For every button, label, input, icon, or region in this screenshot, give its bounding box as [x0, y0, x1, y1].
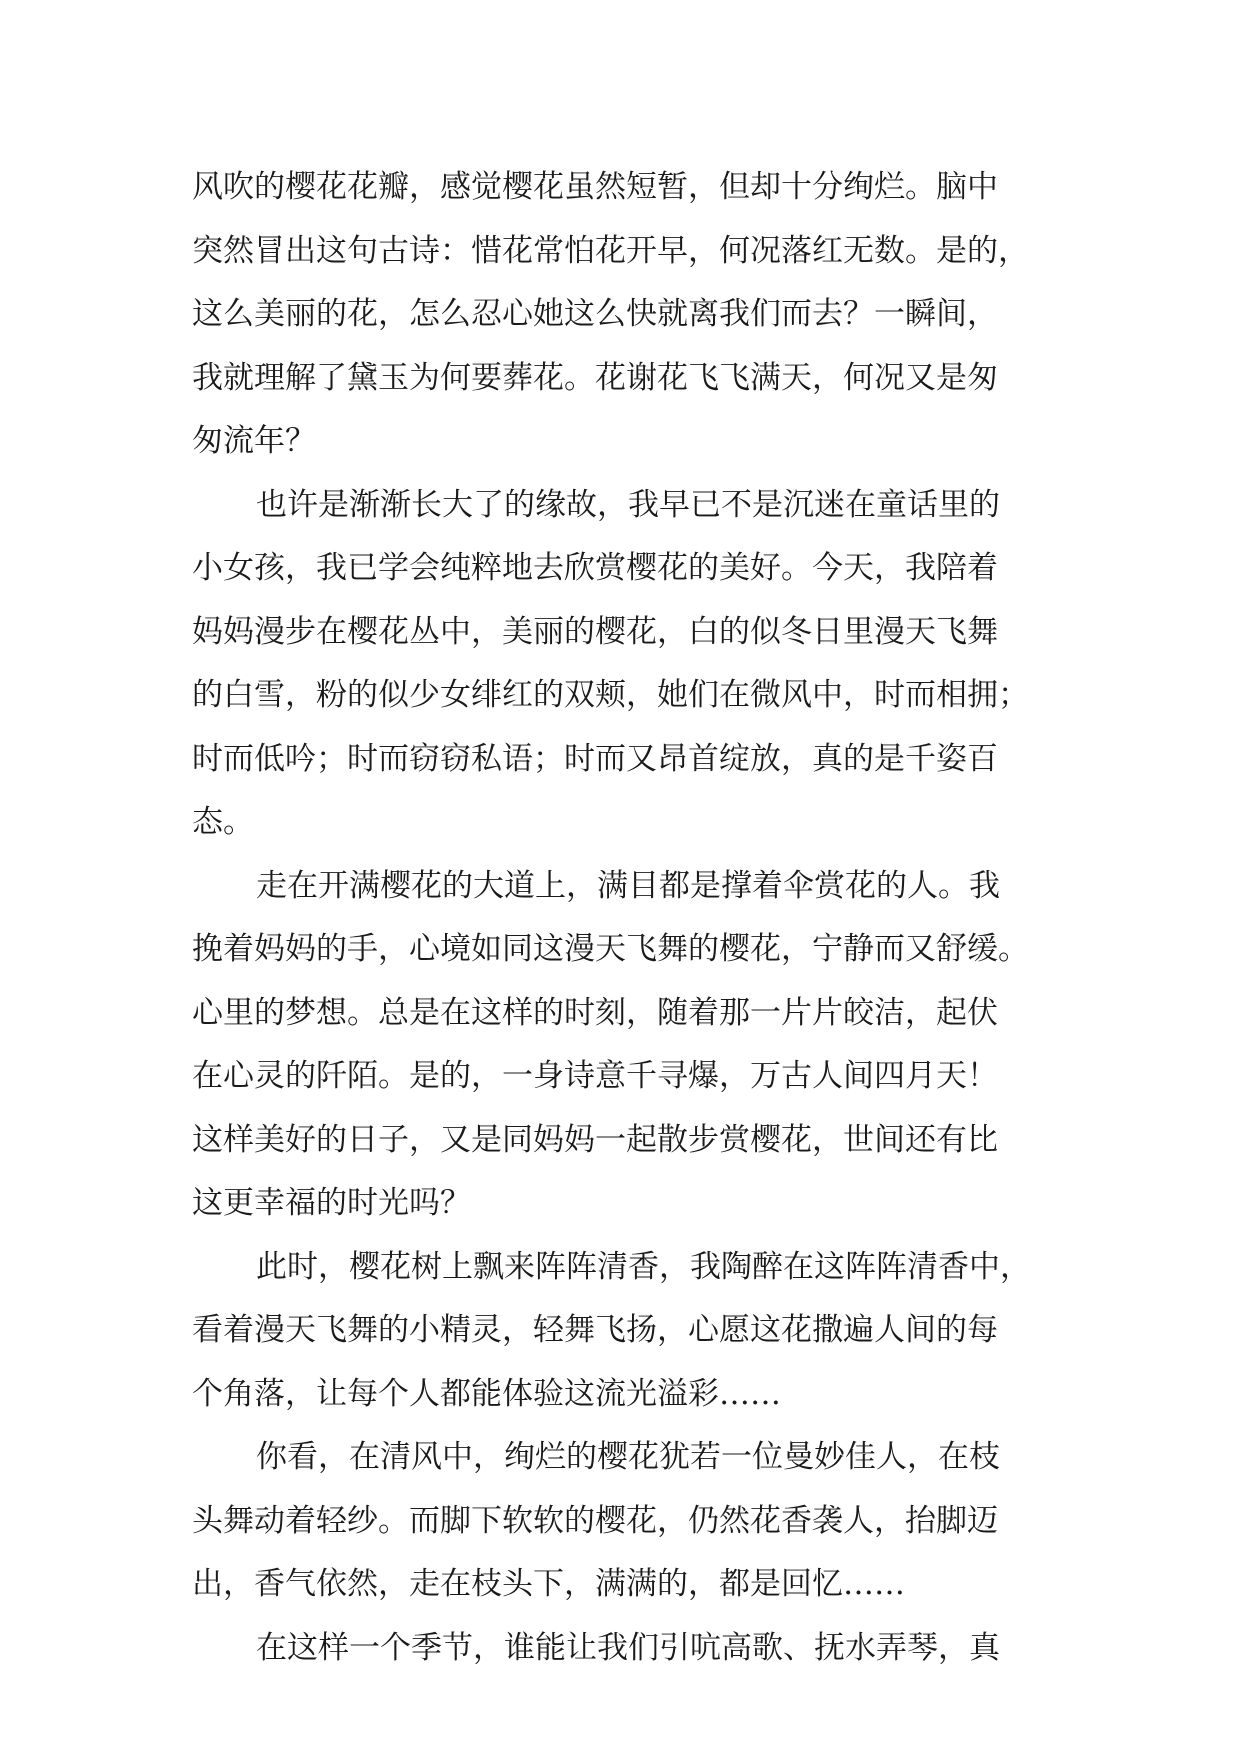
text-line: 的白雪，粉的似少女绯红的双颊，她们在微风中，时而相拥； [192, 677, 1029, 713]
paragraph [192, 1617, 1072, 1681]
text-line: 匆流年？ [192, 423, 316, 459]
text-line: 走在开满樱花的大道上，满目都是撑着伞赏花的人。我 [256, 867, 1000, 904]
text-line: 挽着妈妈的手，心境如同这漫天飞舞的樱花，宁静而又舒缓。 [192, 931, 1029, 967]
text-line: 风吹的樱花花瓣，感觉樱花虽然短暂，但却十分绚烂。脑中 [192, 169, 998, 205]
text-line: 此时，樱花树上飘来阵阵清香，我陶醉在这阵阵清香中， [256, 1248, 1031, 1285]
text-line: 小女孩，我已学会纯粹地去欣赏樱花的美好。今天，我陪着 [192, 550, 998, 586]
paragraph [192, 1236, 1072, 1427]
paragraph [192, 474, 1072, 855]
text-line: 时而低吟；时而窃窃私语；时而又昂首绽放，真的是千姿百 [192, 740, 998, 777]
paragraph [192, 1426, 1072, 1617]
text-line: 看着漫天飞舞的小精灵，轻舞飞扬，心愿这花撒遍人间的每 [192, 1312, 998, 1348]
text-line: 个角落，让每个人都能体验这流光溢彩…… [192, 1375, 781, 1412]
text-line: 态。 [192, 804, 254, 840]
text-line: 在这样一个季节，谁能让我们引吭高歌、抚水弄琴，真 [256, 1629, 1000, 1666]
text-line: 这更幸福的时光吗？ [192, 1185, 471, 1221]
text-line: 妈妈漫步在樱花丛中，美丽的樱花，白的似冬日里漫天飞舞 [192, 613, 998, 650]
text-line: 这样美好的日子，又是同妈妈一起散步赏樱花，世间还有比 [192, 1121, 998, 1158]
text-line: 我就理解了黛玉为何要葬花。花谢花飞飞满天，何况又是匆 [192, 359, 998, 396]
text-line: 头舞动着轻纱。而脚下软软的樱花，仍然花香袭人，抬脚迈 [192, 1502, 998, 1539]
text-line: 也许是渐渐长大了的缘故，我早已不是沉迷在童话里的 [256, 486, 1000, 523]
text-line: 在心灵的阡陌。是的，一身诗意千寻爆，万古人间四月天！ [192, 1058, 998, 1094]
text-line: 心里的梦想。总是在这样的时刻，随着那一片片皎洁，起伏 [192, 994, 998, 1031]
body-text [192, 156, 1072, 1680]
text-line: 你看，在清风中，绚烂的樱花犹若一位曼妙佳人，在枝 [256, 1439, 1000, 1475]
text-line: 突然冒出这句古诗：惜花常怕花开早，何况落红无数。是的， [192, 232, 1029, 269]
text-line: 出，香气依然，走在枝头下，满满的，都是回忆…… [192, 1566, 905, 1602]
paragraph [192, 156, 1072, 474]
text-line: 这么美丽的花，怎么忍心她这么快就离我们而去？一瞬间， [192, 296, 998, 332]
paragraph [192, 855, 1072, 1236]
